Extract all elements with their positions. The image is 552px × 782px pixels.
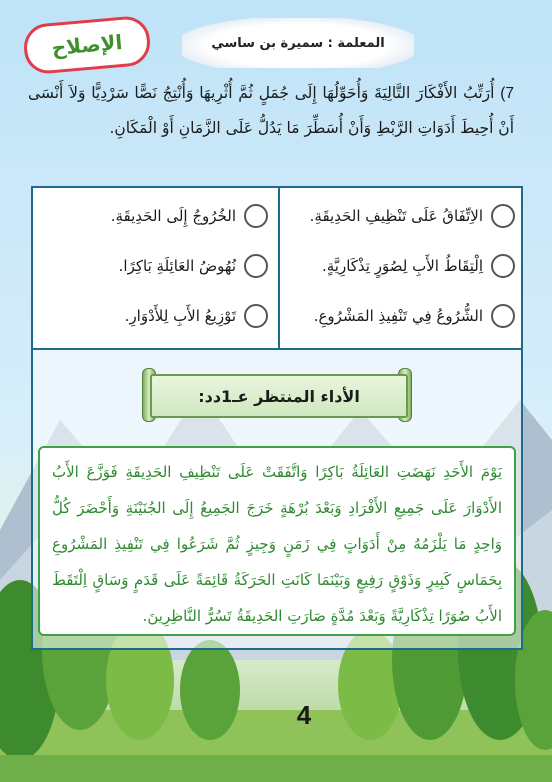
radio-circle-icon[interactable] bbox=[244, 254, 268, 278]
grid-divider bbox=[278, 188, 280, 348]
task-text: أُرَتِّبُ الأَفْكَارَ التَّالِيَةَ وَأُحَوِّلُهَا إِلَى جُمَلٍ ثُمَّ أُثْرِيهَا وَأُنْتِجُ نَصًّا سَرْدِيًّا وَلاَ أَنْسَى أَنْ أُحِيطَ أَدَوَاتِ الرَّبْطِ وَأَنْ أُسَطِّرَ مَا يَدُلُّ عَلَى الزَّمَانِ أَوْ الْمَكَانِ. bbox=[28, 84, 514, 137]
ideas-grid bbox=[31, 186, 523, 350]
idea-item[interactable] bbox=[119, 246, 268, 286]
radio-circle-icon[interactable] bbox=[491, 304, 515, 328]
result-title-scroll bbox=[150, 374, 408, 418]
idea-text: الاِتِّفَاقُ عَلَى تَنْظِيفِ الحَدِيقَةِ. bbox=[309, 207, 483, 225]
result-title: الأداء المنتظر عـ1دد: bbox=[198, 386, 360, 406]
page-number: 4 bbox=[296, 700, 312, 730]
idea-text: الشُّرُوعُ فِي تَنْفِيذِ المَشْرُوعِ. bbox=[313, 307, 483, 325]
model-answer-text: يَوْمَ الأَحَدِ نَهَضَتِ العَائِلَةُ بَاكِرًا وَاتَّفَقَتْ عَلَى تَنْظِيفِ الحَدِيقَةِ فَوَزَّعَ الأَبُ الأَدْوَارَ عَلَى جَمِيعِ الأَفْرَادِ وَبَعْدَ بُرْهَةٍ خَرَجَ الجَمِيعُ إِلَى الجُنَيْنَةِ وَأَحْضَرَ كُلُّ وَاحِدٍ مَا يَلْزَمُهُ مِنْ أَدَوَاتٍ فِي زَمَنٍ وَجِيزٍ ثُمَّ شَرَعُوا فِي تَنْفِيذِ المَشْرُوعِ بِحَمَاسٍ كَبِيرٍ وَذَوْقٍ رَفِيعٍ وَبَيْنَمَا كَانَتِ الحَرَكَةُ قَائِمَةً عَلَى قَدَمٍ وَسَاقٍ اِلْتَقَطَ الأَبُ صُوَرًا تِذْكَارِيَّةً وَبَعْدَ مُدَّةٍ صَارَتِ الحَدِيقَةُ تَسُرُّ النَّاظِرِينَ. bbox=[52, 463, 502, 625]
idea-text: اِلْتِقَاطُ الأَبِ لِصُوَرٍ تِذْكَارِيَّةٍ. bbox=[321, 257, 483, 275]
idea-item[interactable] bbox=[322, 246, 515, 286]
radio-circle-icon[interactable] bbox=[244, 304, 268, 328]
idea-item[interactable] bbox=[314, 296, 515, 336]
model-answer-box bbox=[38, 446, 516, 636]
radio-circle-icon[interactable] bbox=[491, 204, 515, 228]
idea-text: الخُرُوجُ إِلَى الحَدِيقَةِ. bbox=[110, 207, 236, 225]
task-instructions bbox=[28, 76, 514, 146]
idea-item[interactable] bbox=[310, 196, 515, 236]
idea-text: نُهُوضُ العَائِلَةِ بَاكِرًا. bbox=[118, 257, 236, 275]
radio-circle-icon[interactable] bbox=[244, 204, 268, 228]
idea-item[interactable] bbox=[125, 296, 268, 336]
teacher-name-cloud bbox=[182, 18, 414, 68]
teacher-name: المعلمة : سميرة بن ساسي bbox=[211, 35, 385, 51]
task-number: 7) bbox=[500, 85, 515, 102]
idea-item[interactable] bbox=[111, 196, 268, 236]
idea-text: تَوْزِيعُ الأَبِ لِلأَدْوَارِ. bbox=[124, 307, 236, 325]
correction-badge bbox=[22, 15, 152, 76]
radio-circle-icon[interactable] bbox=[491, 254, 515, 278]
correction-badge-label: الإصلاح bbox=[50, 29, 124, 61]
